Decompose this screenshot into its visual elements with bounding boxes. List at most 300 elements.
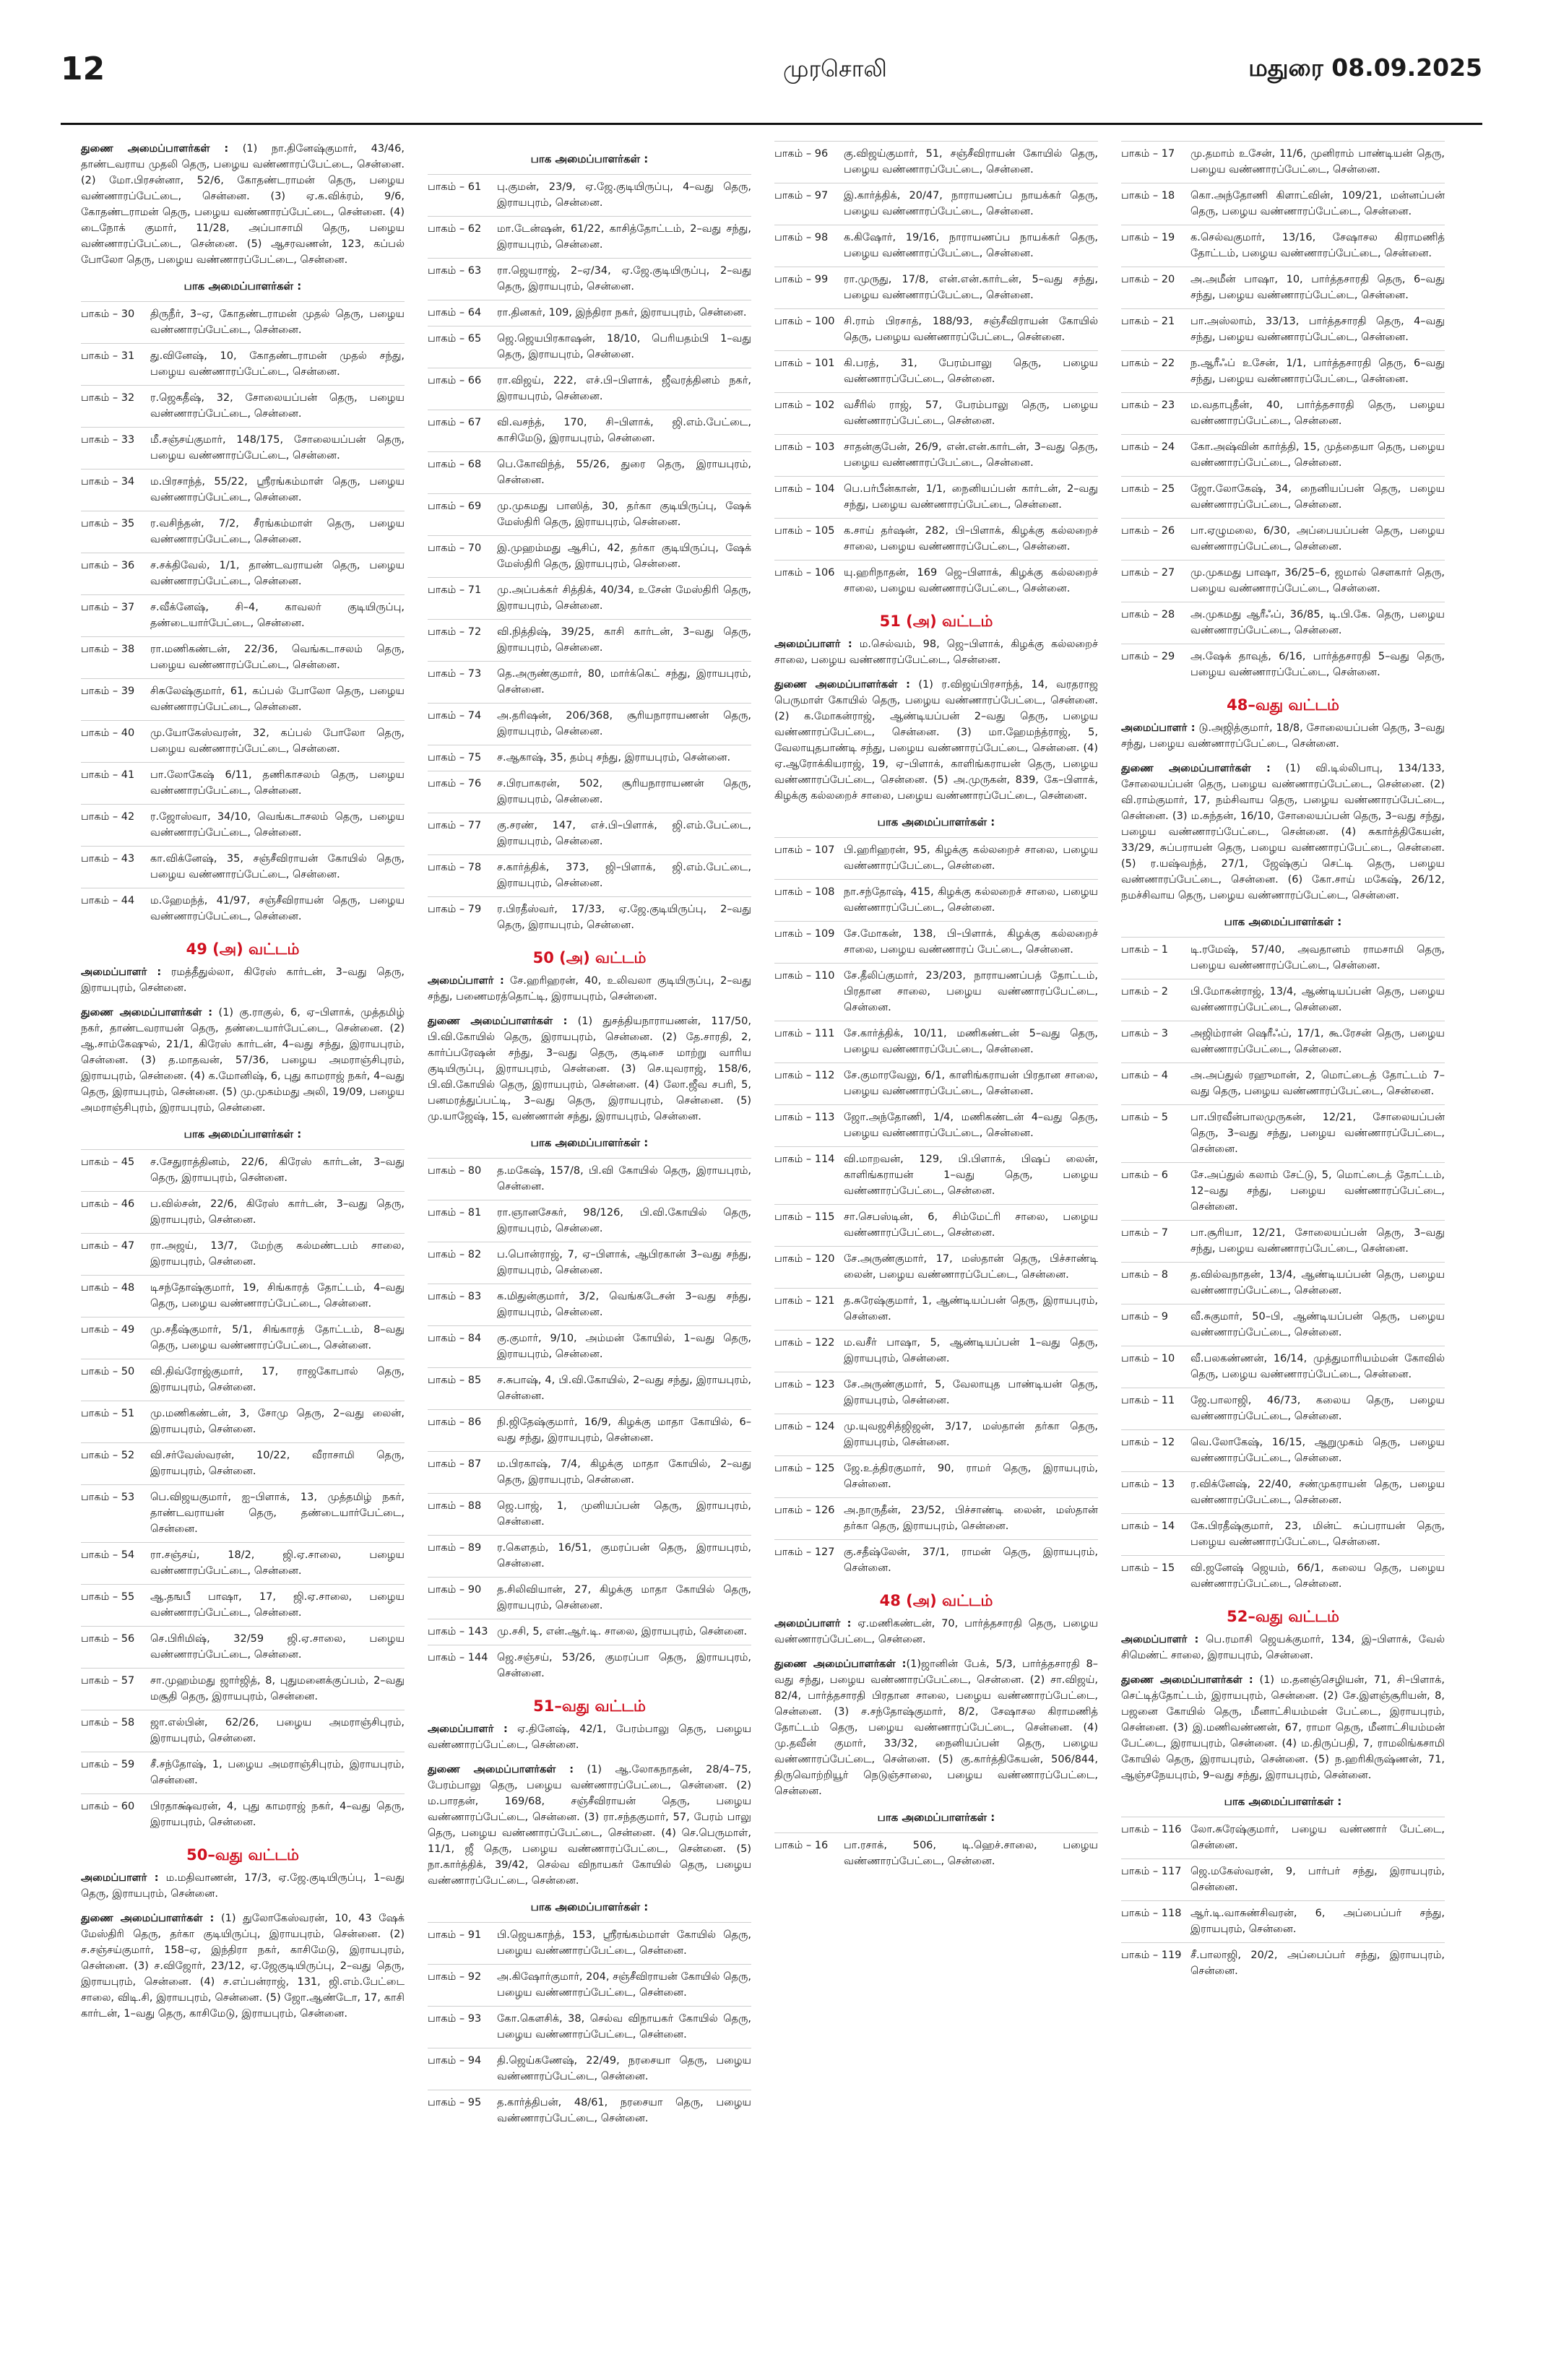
booth-member: சே.குமாரவேலு, 6/1, காளிங்கராயன் பிரதான சாலை, பழைய வண்ணாரப்பேட்டை, சென்னை. xyxy=(844,1070,1098,1097)
booth-member: வீ.சுகுமார், 50–பி, ஆண்டியப்பன் தெரு, பழைய வண்ணாரப்பேட்டை, சென்னை. xyxy=(1190,1311,1445,1338)
booth-entry xyxy=(81,720,405,762)
booth-entry xyxy=(1121,1817,1445,1858)
booth-entry xyxy=(1121,1429,1445,1471)
booth-entry xyxy=(774,141,1098,183)
booth-number: பாகம் – 95 xyxy=(428,2097,482,2108)
booth-entry xyxy=(81,553,405,594)
booth-number: பாகம் – 123 xyxy=(774,1379,835,1390)
page-number: 12 xyxy=(61,51,105,87)
office-bearers-paragraph xyxy=(774,1616,1098,1648)
booth-member: கு.விஜய்குமார், 51, சஞ்சீவிராயன் கோயில் தெரு, பழைய வண்ணாரப்பேட்டை, சென்னை. xyxy=(844,148,1098,176)
booth-member: செ.பிரிமிஷ், 32/59 ஜி.ஏ.சாலை, பழைய வண்ணாரப்பேட்டை, சென்னை. xyxy=(150,1633,405,1661)
booth-member: தி.ஜெய்கணேஷ், 22/49, நரசையா தெரு, பழைய வண்ணாரப்பேட்டை, சென்னை. xyxy=(497,2055,751,2082)
booth-member: ஜெ.ஜெயபிரகாஷன், 18/10, பெரியதம்பி 1–வது தெரு, இராயபுரம், சென்னை. xyxy=(497,333,751,360)
booth-entry xyxy=(428,1325,751,1367)
booth-member: லோ.சுரேஷ்குமார், பழைய வண்ணார் பேட்டை, சென்னை. xyxy=(1190,1824,1445,1851)
office-bearers-paragraph xyxy=(1121,1672,1445,1783)
booth-number: பாகம் – 78 xyxy=(428,862,482,873)
booth-entry xyxy=(774,560,1098,602)
booth-entry xyxy=(774,1063,1098,1104)
booth-entry xyxy=(1121,644,1445,685)
booth-entry xyxy=(1121,225,1445,267)
booth-member: ர.ஜெகதீஷ், 32, சோலையப்பன் தெரு, பழைய வண்ணாரப்பேட்டை, சென்னை. xyxy=(150,392,405,420)
booth-member: ர.கௌதம், 16/51, குமரப்பன் தெரு, இராயபுரம், சென்னை. xyxy=(497,1542,751,1570)
booth-entry xyxy=(81,594,405,636)
booth-entry xyxy=(774,1330,1098,1372)
booth-entry xyxy=(774,1539,1098,1581)
booth-number: பாகம் – 125 xyxy=(774,1463,835,1474)
booth-member: ச.சேதுராத்தினம், 22/6, கிரேஸ் கார்டன், 3–வது தெரு, இராயபுரம், சென்னை. xyxy=(150,1156,405,1184)
role-label: அமைப்பாளர் : xyxy=(81,1872,159,1884)
booth-number: பாகம் – 108 xyxy=(774,886,835,898)
newspaper-name: முரசொலி xyxy=(783,55,887,82)
booth-member: நி.ஜிதேஷ்குமார், 16/9, கிழக்கு மாதா கோயில், 6–வது சந்து, இராயபுரம், சென்னை. xyxy=(497,1416,751,1444)
booth-entry xyxy=(774,921,1098,963)
booth-entry xyxy=(428,703,751,745)
booth-member: தெ.அருண்குமார், 80, மார்க்கெட் சந்து, இராயபுரம், சென்னை. xyxy=(497,668,751,696)
booth-number: பாகம் – 75 xyxy=(428,752,482,763)
member-details: (1) ம.தனஞ்செழியன், 71, சி–பிளாக், செட்டித்தோட்டம், இராயபுரம், சென்னை. (2) சே.இளஞ்சூரியன், 8, பஜனை கோயில் தெரு, மீனாட்சியம்மன் பேட்டை, இராயபுரம், சென்னை. (3) இ.மணிவண்ணன், 67, ராமா தெரு, மீனாட்சியம்மன் பேட்டை, இராயபுரம், சென்னை. (4) ம.திருப்பதி, 7, ராமலிங்கசாமி கோயில் தெரு, இராயபுரம், சென்னை. (5) ந.ஹரிகிருஷ்ணன், 71, ஆஞ்சநேயபுரம், 9–வது சந்து, இராயபுரம், சென்னை. xyxy=(1121,1674,1445,1781)
column-1 xyxy=(81,141,405,2366)
booth-member: வீ.பலகண்ணன், 16/14, முத்துமாரியம்மன் கோவில் தெரு, பழைய வண்ணாரப்பேட்டை, சென்னை. xyxy=(1190,1353,1445,1380)
booth-member: ப.வில்சன், 22/6, கிரேஸ் கார்டன், 3–வது தெரு, இராயபுரம், சென்னை. xyxy=(150,1198,405,1226)
booth-entry xyxy=(428,896,751,938)
booth-member: வி.சர்வேஸ்வரன், 10/22, வீராசாமி தெரு, இராயபுரம், சென்னை. xyxy=(150,1450,405,1477)
booth-member: ஜோ.லோகேஷ், 34, நைனியப்பன் தெரு, பழைய வண்ணாரப்பேட்டை, சென்னை. xyxy=(1190,483,1445,511)
booth-member: சே.கார்த்திக், 10/11, மணிகண்டன் 5–வது தெரு, பழைய வண்ணாரப்பேட்டை, சென்னை. xyxy=(844,1028,1098,1055)
booth-number: பாகம் – 76 xyxy=(428,778,482,789)
booth-number: பாகம் – 64 xyxy=(428,307,482,319)
booth-entry xyxy=(428,1284,751,1325)
office-bearers-paragraph xyxy=(1121,720,1445,752)
office-bearers-paragraph xyxy=(428,1721,751,1753)
booth-entry xyxy=(1121,1900,1445,1942)
booth-member: வி.திவ்ரோஜ்குமார், 17, ராஜகோபால் தெரு, இராயபுரம், சென்னை. xyxy=(150,1366,405,1393)
booth-member: பா.அஸ்லாம், 33/13, பார்த்தசாரதி தெரு, 4–வது சந்து, பழைய வண்ணாரப்பேட்டை, சென்னை. xyxy=(1190,316,1445,343)
booth-number: பாகம் – 68 xyxy=(428,459,482,470)
booth-member: சே.அப்துல் கலாம் சேட்டு, 5, மொட்டைத் தோட்டம், 12–வது சந்து, பழைய வண்ணாரப்பேட்டை, சென்னை. xyxy=(1190,1169,1445,1213)
booth-number: பாகம் – 82 xyxy=(428,1249,482,1260)
booth-number: பாகம் – 39 xyxy=(81,685,135,697)
booth-number: பாகம் – 2 xyxy=(1121,986,1169,998)
booth-number: பாகம் – 144 xyxy=(428,1652,488,1663)
booth-number: பாகம் – 65 xyxy=(428,333,482,345)
booth-entry xyxy=(774,1372,1098,1414)
booth-member: அ.முகமது ஆரீஃப், 36/85, டி.பி.கே. தெரு, பழைய வண்ணாரப்பேட்டை, சென்னை. xyxy=(1190,609,1445,636)
member-details: (1) ஆ.லோகநாதன், 28/4–75, பேரம்பாலு தெரு, பழைய வண்ணாரப்பேட்டை, சென்னை. (2) ம.பாரதன், 169/68, சஞ்சீவிராயன் தெரு, பழைய வண்ணாரப்பேட்டை, சென்னை. (3) ரா.சந்தகுமார், 57, பேரம் பாலு தெரு, பழைய வண்ணாரப்பேட்டை, சென்னை. (4) செ.பெருமாள், 11/1, ஜீ தெரு, பழைய வண்ணாரப்பேட்டை, சென்னை. (5) நா.கார்த்திக், 39/42, செல்வ விநாயகர் கோயில் தெரு, பழைய வண்ணாரப்பேட்டை, சென்னை. xyxy=(428,1764,751,1887)
booth-number: பாகம் – 29 xyxy=(1121,651,1175,662)
office-bearers-paragraph xyxy=(81,1005,405,1116)
booth-number: பாகம் – 54 xyxy=(81,1549,135,1561)
booth-entry xyxy=(1121,476,1445,518)
booth-number: பாகம் – 10 xyxy=(1121,1353,1175,1364)
booth-entry xyxy=(774,1246,1098,1288)
ward-heading: 48 (அ) வட்டம் xyxy=(879,1592,993,1609)
booth-number: பாகம் – 96 xyxy=(774,148,829,160)
booth-number: பாகம் – 4 xyxy=(1121,1070,1169,1081)
booth-entry xyxy=(1121,560,1445,602)
booth-entry xyxy=(1121,1220,1445,1262)
booth-entry xyxy=(428,619,751,661)
booth-entry xyxy=(428,1645,751,1687)
booth-entry xyxy=(81,888,405,930)
booth-member: ஜெ.மகேஸ்வரன், 9, பார்பர் சந்து, இராயபுரம், சென்னை. xyxy=(1190,1866,1445,1893)
booth-number: பாகம் – 1 xyxy=(1121,944,1169,956)
booth-entry xyxy=(428,813,751,854)
booth-member: ரா.சஞ்சய், 18/2, ஜி.ஏ.சாலை, பழைய வண்ணாரப்பேட்டை, சென்னை. xyxy=(150,1549,405,1577)
office-bearers-paragraph xyxy=(1121,761,1445,904)
booth-member: கு.குமார், 9/10, அம்மன் கோயில், 1–வது தெரு, இராயபுரம், சென்னை. xyxy=(497,1333,751,1360)
booth-number: பாகம் – 25 xyxy=(1121,483,1175,495)
office-bearers-paragraph xyxy=(428,973,751,1005)
booth-entry xyxy=(428,174,751,216)
booth-number: பாகம் – 15 xyxy=(1121,1562,1175,1574)
booth-member: ம.பிரசாந்த், 55/22, ஸ்ரீரங்கம்மாள் தெரு, பழைய வண்ணாரப்பேட்டை, சென்னை. xyxy=(150,476,405,503)
booth-member: க.மிதுன்குமார், 3/2, வெங்கடேசன் 3–வது சந்து, இராயபுரம், சென்னை. xyxy=(497,1291,751,1318)
booth-entry xyxy=(1121,1021,1445,1063)
booth-number: பாகம் – 126 xyxy=(774,1505,835,1516)
member-details: ரமத்தீதுல்லா, கிரேஸ் கார்டன், 3–வது தெரு, இராயபுரம், சென்னை. xyxy=(81,966,405,994)
ward-heading: 50 (அ) வட்டம் xyxy=(532,949,647,966)
booth-number: பாகம் – 36 xyxy=(81,560,135,571)
booth-entry xyxy=(81,427,405,469)
booth-member: ம.பிரகாஷ், 7/4, கிழக்கு மாதா கோயில், 2–வது தெரு, இராயபுரம், சென்னை. xyxy=(497,1458,751,1486)
booth-member: நா.சந்தோஷ், 415, கிழக்கு கல்லறைச் சாலை, பழைய வண்ணாரப்பேட்டை, சென்னை. xyxy=(844,886,1098,914)
office-bearers-paragraph xyxy=(428,1762,751,1889)
booth-entry xyxy=(774,392,1098,434)
booth-member: மு.யுவஜசித்ஜிஜன், 3/17, மஸ்தான் தர்கா தெரு, இராயபுரம், சென்னை. xyxy=(844,1421,1098,1448)
booth-number: பாகம் – 115 xyxy=(774,1211,835,1223)
booth-entry xyxy=(428,1451,751,1493)
booth-number: பாகம் – 58 xyxy=(81,1717,135,1728)
column-2 xyxy=(428,141,751,2366)
booth-number: பாகம் – 109 xyxy=(774,928,835,940)
booth-number: பாகம் – 117 xyxy=(1121,1866,1182,1877)
booth-number: பாகம் – 24 xyxy=(1121,441,1175,453)
member-details: (1) ர.விஜய்பிரசாந்த், 14, வரதராஜ பெருமாள் கோயில் தெரு, பழைய வண்ணாரப்பேட்டை, சென்னை. (2) க.மோகன்ராஜ், ஆண்டியப்பன் 2–வது தெரு, பழைய வண்ணாரப்பேட்டை, சென்னை. (3) மா.ஹேமந்த்ராஜ், 5, வேலாயுதபாண்டி சந்து, பழைய வண்ணாரப்பேட்டை, சென்னை. (4) ஏ.ஆரோக்கியராஜ், 19, ஏ–பிளாக், காளிங்கராயன் தெரு, பழைய வண்ணாரப்பேட்டை, சென்னை. (5) அ.முருகன், 839, கே–பிளாக், கிழக்கு கல்லறைச் சாலை, பழைய வண்ணாரப்பேட்டை, சென்னை. xyxy=(774,679,1098,802)
booth-entry xyxy=(428,2090,751,2132)
booth-number: பாகம் – 44 xyxy=(81,895,135,906)
booth-member: ஜே.உத்திரகுமார், 90, ராமர் தெரு, இராயபுரம், சென்னை. xyxy=(844,1463,1098,1490)
booth-entry xyxy=(81,1710,405,1752)
booth-member: ரா.ஞானசேகர், 98/126, பி.வி.கோயில் தெரு, இராயபுரம், சென்னை. xyxy=(497,1207,751,1234)
booth-member: மு.சதீஷ்குமார், 5/1, சிங்காரத் தோட்டம், 8–வது தெரு, பழைய வண்ணாரப்பேட்டை, சென்னை. xyxy=(150,1324,405,1351)
booth-entry xyxy=(81,385,405,427)
booth-entry xyxy=(774,434,1098,476)
booth-number: பாகம் – 99 xyxy=(774,274,829,285)
role-label: துணை அமைப்பாளர்கள் : xyxy=(81,143,229,155)
booth-number: பாகம் – 67 xyxy=(428,417,482,428)
booth-member: இ.கார்த்திக், 20/47, நாராயணப்ப நாயக்கர் தெரு, பழைய வண்ணாரப்பேட்டை, சென்னை. xyxy=(844,190,1098,217)
booth-member: ஆ.தஙபீ பாஷா, 17, ஜி.ஏ.சாலை, பழைய வண்ணாரப்பேட்டை, சென்னை. xyxy=(150,1591,405,1619)
booth-member: பெ.கோவிந்த், 55/26, துரை தெரு, இராயபுரம், சென்னை. xyxy=(497,459,751,486)
booth-entry xyxy=(1121,1471,1445,1513)
booth-member: சிசுலேஷ்குமார், 61, கப்பல் போலோ தெரு, பழைய வண்ணாரப்பேட்டை, சென்னை. xyxy=(150,685,405,713)
booth-member: மு.மணிகண்டன், 3, சோமு தெரு, 2–வது லைன், இராயபுரம், சென்னை. xyxy=(150,1408,405,1435)
booth-number: பாகம் – 92 xyxy=(428,1971,482,1983)
booth-number: பாகம் – 84 xyxy=(428,1333,482,1344)
ward-heading: 48–வது வட்டம் xyxy=(1227,696,1339,714)
booth-number: பாகம் – 80 xyxy=(428,1165,482,1177)
booth-number: பாகம் – 12 xyxy=(1121,1437,1175,1448)
booth-member: வி.மாறவன், 129, பி.பிளாக், பிஷப் லைன், காளிங்கராயன் 1–வது தெரு, பழைய வண்ணாரப்பேட்டை, சென்னை. xyxy=(844,1154,1098,1197)
booth-entry xyxy=(1121,1555,1445,1597)
booth-number: பாகம் – 13 xyxy=(1121,1479,1175,1490)
booth-member: க.சாய் தர்ஷன், 282, பி–பிளாக், கிழக்கு கல்லறைச் சாலை, பழைய வண்ணாரப்பேட்டை, சென்னை. xyxy=(844,525,1098,553)
header-rule xyxy=(61,123,1482,125)
booth-entry xyxy=(81,1149,405,1191)
booth-member: ர.விக்னேஷ், 22/40, சண்முகராயன் தெரு, பழைய வண்ணாரப்பேட்டை, சென்னை. xyxy=(1190,1479,1445,1506)
booth-number: பாகம் – 34 xyxy=(81,476,135,488)
subsection-heading: பாக அமைப்பாளர்கள் : xyxy=(877,1811,995,1824)
booth-number: பாகம் – 45 xyxy=(81,1156,135,1168)
booth-number: பாகம் – 118 xyxy=(1121,1908,1182,1919)
booth-member: மு.சசி, 5, என்.ஆர்.டி. சாலை, இராயபுரம், சென்னை. xyxy=(497,1626,748,1637)
booth-entry xyxy=(774,1497,1098,1539)
subsection-heading: பாக அமைப்பாளர்கள் : xyxy=(183,280,302,293)
booth-member: திருநீர், 3–ஏ, கோதண்டராமன் முதல் தெரு, பழைய வண்ணாரப்பேட்டை, சென்னை. xyxy=(150,308,405,336)
booth-number: பாகம் – 97 xyxy=(774,190,829,202)
booth-entry xyxy=(774,837,1098,879)
booth-member: பி.ஜெயகாந்த், 153, ஸ்ரீரங்கம்மாள் கோயில் தெரு, பழைய வண்ணாரப்பேட்டை, சென்னை. xyxy=(497,1929,751,1957)
booth-entry xyxy=(81,1275,405,1317)
booth-member: ம.வதாபுதீன், 40, பார்த்தசாரதி தெரு, பழைய வண்ணாரப்பேட்டை, சென்னை. xyxy=(1190,399,1445,427)
booth-number: பாகம் – 110 xyxy=(774,970,835,982)
role-label: அமைப்பாளர் : xyxy=(428,975,504,987)
booth-member: ஜோ.அந்தோணி, 1/4, மணிகண்டன் 4–வது தெரு, பழைய வண்ணாரப்பேட்டை, சென்னை. xyxy=(844,1112,1098,1139)
booth-number: பாகம் – 48 xyxy=(81,1282,135,1294)
booth-number: பாகம் – 41 xyxy=(81,769,135,781)
booth-member: அ.நாருதீன், 23/52, பிச்சாண்டி லைன், மஸ்தான் தர்கா தெரு, இராயபுரம், சென்னை. xyxy=(844,1505,1098,1532)
booth-member: க.செல்வகுமார், 13/16, சேஷாசல கிராமணித் தோட்டம், பழைய வண்ணாரப்பேட்டை, சென்னை. xyxy=(1190,232,1445,259)
booth-entry xyxy=(774,1104,1098,1146)
booth-number: பாகம் – 16 xyxy=(774,1840,829,1851)
subsection-heading: பாக அமைப்பாளர்கள் : xyxy=(1224,915,1342,928)
booth-member: அ.அமீன் பாஷா, 10, பார்த்தசாரதி தெரு, 6–வது சந்து, பழைய வண்ணாரப்பேட்டை, சென்னை. xyxy=(1190,274,1445,301)
booth-number: பாகம் – 74 xyxy=(428,710,482,722)
booth-member: சாதன்குபேன், 26/9, என்.என்.கார்டன், 3–வது தெரு, பழைய வண்ணாரப்பேட்டை, சென்னை. xyxy=(844,441,1098,469)
booth-number: பாகம் – 38 xyxy=(81,644,135,655)
booth-entry xyxy=(428,1535,751,1577)
subsection-heading: பாக அமைப்பாளர்கள் : xyxy=(877,815,995,828)
booth-number: பாகம் – 21 xyxy=(1121,316,1175,327)
booth-member: மு.முகமது பாஷா, 36/25–6, ஜமால் சௌகார் தெரு, பழைய வண்ணாரப்பேட்டை, சென்னை. xyxy=(1190,567,1445,594)
member-details: (1) துசத்தியநாராயணன், 117/50, பி.வி.கோயில் தெரு, இராயபுரம், சென்னை. (2) தே.சாரதி, 2, கார்ப்பரேஷன் சந்து, 3–வது தெரு, குடிசை மாற்று வாரிய குடியிருப்பு, இராயபுரம், சென்னை. (3) செ.யுவராஜ், 158/6, பி.வி.கோயில் தெரு, இராயபுரம், சென்னை. (4) லோ.ஜீவ சபரி, 5, பனமரத்துப்பட்டி, 3–வது தெரு, இராயபுரம், சென்னை. (5) மு.யாஜேஷ், 15, வண்ணான் சந்து, இராயபுரம், சென்னை. xyxy=(428,1016,751,1122)
booth-entry xyxy=(428,1158,751,1200)
booth-entry xyxy=(774,476,1098,518)
booth-entry xyxy=(774,1832,1098,1874)
booth-entry xyxy=(428,368,751,410)
booth-number: பாகம் – 70 xyxy=(428,542,482,554)
booth-member: சீ.சந்தோஷ், 1, பழைய அமராஞ்சிபுரம், இராயபுரம், சென்னை. xyxy=(150,1759,405,1786)
member-details: (1) நா.தினேஷ்குமார், 43/46, தாண்டவராய முதலி தெரு, பழைய வண்ணாரப்பேட்டை, சென்னை. (2) மோ.பிரசன்னா, 52/6, கோதண்டராமன் தெரு, பழைய வண்ணாரப்பேட்டை, சென்னை. (3) ஏ.க.விக்ரம், 9/6, கோதண்டராமன் தெரு, பழைய வண்ணாரப்பேட்டை, சென்னை. (4) டைநோக் குமார், 11/28, அப்பாசாமி தெரு, பழைய வண்ணாரப்பேட்டை, சென்னை. (5) ஆசரவணன், 123, கப்பல் போலோ தெரு, பழைய வண்ணாரப்பேட்டை, சென்னை. xyxy=(81,143,405,266)
booth-entry xyxy=(81,1442,405,1484)
booth-member: கொ.அந்தோணி கிளாட்வின், 109/21, மன்னப்பன் தெரு, பழைய வண்ணாரப்பேட்டை, சென்னை. xyxy=(1190,190,1445,217)
role-label: துணை அமைப்பாளர்கள் : xyxy=(774,1658,907,1670)
booth-entry xyxy=(1121,308,1445,350)
member-details: சே.ஹரிஹரன், 40, உலிவலா குடியிருப்பு, 2–வது சந்து, பணைமரத்தொட்டி, இராயபுரம், சென்னை. xyxy=(428,975,751,1003)
booth-number: பாகம் – 19 xyxy=(1121,232,1175,243)
booth-member: சா.முஹம்மது ஜார்ஜித், 8, புதுமனைக்குப்பம், 2–வது மசூதி தெரு, இராயபுரம், சென்னை. xyxy=(150,1675,405,1702)
booth-entry xyxy=(81,678,405,720)
booth-entry xyxy=(428,1242,751,1284)
booth-member: பா.சூரியா, 12/21, சோலையப்பன் தெரு, 3–வது சந்து, பழைய வண்ணாரப்பேட்டை, சென்னை. xyxy=(1190,1227,1445,1255)
booth-entry xyxy=(1121,267,1445,308)
booth-number: பாகம் – 88 xyxy=(428,1500,482,1512)
booth-number: பாகம் – 113 xyxy=(774,1112,835,1123)
booth-entry xyxy=(428,2006,751,2048)
booth-number: பாகம் – 101 xyxy=(774,358,835,369)
member-details: ம.மதிவாணன், 17/3, ஏ.ஜே.குடியிருப்பு, 1–வது தெரு, இராயபுரம், சென்னை. xyxy=(81,1872,405,1900)
booth-member: ச.வீக்னேஷ், சி–4, காவலர் குடியிருப்பு, தண்டையார்பேட்டை, சென்னை. xyxy=(150,602,405,629)
booth-entry xyxy=(428,258,751,300)
booth-number: பாகம் – 7 xyxy=(1121,1227,1169,1239)
booth-member: பி.ஹரிஹரன், 95, கிழக்கு கல்லறைச் சாலை, பழைய வண்ணாரப்பேட்டை, சென்னை. xyxy=(844,844,1098,872)
booth-number: பாகம் – 69 xyxy=(428,501,482,512)
booth-member: மு.தமாம் உசேன், 11/6, முனிராம் பாண்டியன் தெரு, பழைய வண்ணாரப்பேட்டை, சென்னை. xyxy=(1190,148,1445,176)
booth-number: பாகம் – 71 xyxy=(428,584,482,596)
booth-entry xyxy=(774,1414,1098,1455)
booth-number: பாகம் – 124 xyxy=(774,1421,835,1432)
booth-number: பாகம் – 49 xyxy=(81,1324,135,1336)
subsection-heading: பாக அமைப்பாளர்கள் : xyxy=(530,1136,649,1149)
booth-member: ரா.தினகர், 109, இந்திரா நகர், இராயபுரம், சென்னை. xyxy=(497,307,747,319)
booth-entry xyxy=(1121,1262,1445,1304)
booth-member: ர.வசிந்தன், 7/2, சீரங்கம்மாள் தெரு, பழைய வண்ணாரப்பேட்டை, சென்னை. xyxy=(150,518,405,545)
booth-number: பாகம் – 40 xyxy=(81,727,135,739)
booth-number: பாகம் – 27 xyxy=(1121,567,1175,579)
booth-entry xyxy=(428,745,751,771)
booth-entry xyxy=(428,1964,751,2006)
booth-member: இ.முஹம்மது ஆசிப், 42, தர்கா குடியிருப்பு, ஷேக் மேஸ்திரி தெரு, இராயபுரம், சென்னை. xyxy=(497,542,751,570)
role-label: அமைப்பாளர் : xyxy=(1121,1634,1199,1645)
booth-member: ர.ஜோஸ்வா, 34/10, வெங்கடாசலம் தெரு, பழைய வண்ணாரப்பேட்டை, சென்னை. xyxy=(150,811,405,839)
ward-heading: 51 (அ) வட்டம் xyxy=(879,613,993,630)
booth-number: பாகம் – 81 xyxy=(428,1207,482,1219)
booth-number: பாகம் – 62 xyxy=(428,223,482,235)
booth-member: ம.வசீர் பாஷா, 5, ஆண்டியப்பன் 1–வது தெரு, இராயபுரம், சென்னை. xyxy=(844,1337,1098,1364)
booth-number: பாகம் – 56 xyxy=(81,1633,135,1645)
booth-number: பாகம் – 106 xyxy=(774,567,835,579)
booth-entry xyxy=(1121,1346,1445,1388)
booth-number: பாகம் – 112 xyxy=(774,1070,835,1081)
booth-member: ச.கார்த்திக், 373, ஜி–பிளாக், ஜி.எம்.பேட்டை, இராயபுரம், சென்னை. xyxy=(497,862,751,889)
booth-member: மு.அப்பக்கர் சித்திக், 40/34, உசேன் மேஸ்திரி தெரு, இராயபுரம், சென்னை. xyxy=(497,584,751,612)
office-bearers-paragraph xyxy=(1121,1632,1445,1663)
booth-entry xyxy=(81,343,405,385)
masthead xyxy=(61,51,1482,94)
booth-number: பாகம் – 6 xyxy=(1121,1169,1169,1181)
booth-member: த.கார்த்திபன், 48/61, நரசையா தெரு, பழைய வண்ணாரப்பேட்டை, சென்னை. xyxy=(497,2097,751,2124)
booth-entry xyxy=(81,1793,405,1835)
booth-number: பாகம் – 50 xyxy=(81,1366,135,1377)
booth-number: பாகம் – 11 xyxy=(1121,1395,1175,1406)
booth-number: பாகம் – 30 xyxy=(81,308,135,320)
booth-entry xyxy=(1121,1388,1445,1429)
booth-number: பாகம் – 121 xyxy=(774,1295,835,1307)
booth-member: சீ.பாலாஜி, 20/2, அப்பைப்பர் சந்து, இராயபுரம், சென்னை. xyxy=(1190,1950,1445,1977)
booth-member: கே.பிரதீஷ்குமார், 23, மின்ட் சுப்பராயன் தெரு, பழைய வண்ணாரப்பேட்டை, சென்னை. xyxy=(1190,1520,1445,1548)
role-label: துணை அமைப்பாளர்கள் : xyxy=(774,679,910,691)
booth-number: பாகம் – 51 xyxy=(81,1408,135,1419)
booth-entry xyxy=(81,511,405,553)
member-details: டு.அஜித்குமார், 18/8, சோலையப்பன் தெரு, 3–வது சந்து, பழைய வண்ணாரப்பேட்டை, சென்னை. xyxy=(1121,722,1445,750)
ward-heading: 49 (அ) வட்டம் xyxy=(186,940,300,958)
office-bearers-paragraph xyxy=(81,141,405,268)
booth-member: யு.ஹரிநாதன், 169 ஜெ–பிளாக், கிழக்கு கல்லறைச் சாலை, பழைய வண்ணாரப்பேட்டை, சென்னை. xyxy=(844,567,1098,594)
booth-entry xyxy=(1121,1942,1445,1984)
booth-member: பு.குமன், 23/9, ஏ.ஜே.குடியிருப்பு, 4–வது தெரு, இராயபுரம், சென்னை. xyxy=(497,181,751,209)
booth-number: பாகம் – 89 xyxy=(428,1542,482,1554)
booth-member: பா.லோகேஷ் 6/11, தணிகாசலம் தெரு, பழைய வண்ணாரப்பேட்டை, சென்னை. xyxy=(150,769,405,797)
booth-member: ப.பொன்ராஜ், 7, ஏ–பிளாக், ஆபிரகான் 3–வது சந்து, இராயபுரம், சென்னை. xyxy=(497,1249,751,1276)
booth-entry xyxy=(1121,602,1445,644)
booth-entry xyxy=(774,518,1098,560)
booth-entry xyxy=(1121,1104,1445,1162)
booth-number: பாகம் – 63 xyxy=(428,265,482,277)
booth-number: பாகம் – 47 xyxy=(81,1240,135,1252)
member-details: (1) கு.ராகுல், 6, ஏ–பிளாக், முத்தமிழ் நகர், தாண்டவராயன் தெரு, தண்டையார்பேட்டை, சென்னை. (2) ஆ.சாம்கேஷுல், 21/1, கிரேஸ் கார்டன், 4–வது சந்து, இராயபுரம், சென்னை. (3) த.மாதவன், 57/36, பழைய அமராஞ்சிபுரம், இராயபுரம், சென்னை. (4) க.மோனிஷ், 6, புது காமராஜ் நகர், 4–வது தெரு, இராயபுரம், சென்னை. (5) மு.முகம்மது அலி, 19/09, பழைய அமராஞ்சிபுரம், இராயபுரம், சென்னை. xyxy=(81,1007,405,1114)
booth-entry xyxy=(1121,350,1445,392)
booth-number: பாகம் – 32 xyxy=(81,392,135,404)
booth-member: து.வினேஷ், 10, கோதண்டராமன் முதல் சந்து, பழைய வண்ணாரப்பேட்டை, சென்னை. xyxy=(150,350,405,378)
booth-member: வி.ஜனேஷ் ஜெயம், 66/1, கலைய தெரு, பழைய வண்ணாரப்பேட்டை, சென்னை. xyxy=(1190,1562,1445,1590)
booth-entry xyxy=(1121,979,1445,1021)
booth-member: ரா.விஜய், 222, எச்.பி–பிளாக், ஜீவரத்தினம் நகர், இராயபுரம், சென்னை. xyxy=(497,375,751,402)
booth-number: பாகம் – 61 xyxy=(428,181,482,193)
booth-entry xyxy=(774,1455,1098,1497)
booth-entry xyxy=(81,1752,405,1793)
booth-member: ந.ஆரீஃப் உசேன், 1/1, பார்த்தசாரதி தெரு, 6–வது சந்து, பழைய வண்ணாரப்பேட்டை, சென்னை. xyxy=(1190,358,1445,385)
booth-number: பாகம் – 73 xyxy=(428,668,482,680)
booth-number: பாகம் – 20 xyxy=(1121,274,1175,285)
booth-entry xyxy=(774,350,1098,392)
booth-member: ரா.அஜய், 13/7, மேற்கு கல்மண்டபம் சாலை, இராயபுரம், சென்னை. xyxy=(150,1240,405,1268)
booth-entry xyxy=(81,1317,405,1359)
booth-number: பாகம் – 72 xyxy=(428,626,482,638)
booth-number: பாகம் – 102 xyxy=(774,399,835,411)
booth-entry xyxy=(428,771,751,813)
member-details: ஏ.தினேஷ், 42/1, பேரம்பாலு தெரு, பழைய வண்ணாரப்பேட்டை, சென்னை. xyxy=(428,1723,751,1751)
booth-member: சே.தீலிப்குமார், 23/203, நாராயணப்பத் தோட்டம், பிரதான சாலை, பழைய வண்ணாரப்பேட்டை, சென்னை. xyxy=(844,970,1098,1013)
booth-entry xyxy=(1121,392,1445,434)
booth-number: பாகம் – 46 xyxy=(81,1198,135,1210)
booth-member: பெ.விஜயகுமார், ஐ–பிளாக், 13, முத்தமிழ் நகர், தாண்டவராயன் தெரு, தண்டையார்பேட்டை, சென்னை. xyxy=(150,1492,405,1535)
booth-member: ச.சக்திவேல், 1/1, தாண்டவராயன் தெரு, பழைய வண்ணாரப்பேட்டை, சென்னை. xyxy=(150,560,405,587)
booth-member: ரா.மணிகண்டன், 22/36, வெங்கடாசலம் தெரு, பழைய வண்ணாரப்பேட்டை, சென்னை. xyxy=(150,644,405,671)
booth-member: அஜிம்ரான் ஷெரீஃப், 17/1, கூ.ரேசன் தெரு, பழைய வண்ணாரப்பேட்டை, சென்னை. xyxy=(1190,1028,1445,1055)
dateline: மதுரை 08.09.2025 xyxy=(1248,53,1482,82)
booth-number: பாகம் – 22 xyxy=(1121,358,1175,369)
booth-entry xyxy=(81,301,405,343)
booth-entry xyxy=(428,216,751,258)
column-4 xyxy=(1121,141,1445,2366)
booth-entry xyxy=(428,493,751,535)
booth-entry xyxy=(81,1359,405,1401)
booth-entry xyxy=(1121,1063,1445,1104)
booth-number: பாகம் – 104 xyxy=(774,483,835,495)
booth-entry xyxy=(428,410,751,451)
ward-heading: 52–வது வட்டம் xyxy=(1227,1608,1339,1625)
booth-member: பா.ரசாக், 506, டி.ஹெச்.சாலை, பழைய வண்ணாரப்பேட்டை, சென்னை. xyxy=(844,1840,1098,1867)
role-label: துணை அமைப்பாளர்கள் : xyxy=(81,1913,215,1924)
booth-member: க.கிஷோர், 19/16, நாராயணப்ப நாயக்கர் தெரு, பழைய வண்ணாரப்பேட்டை, சென்னை. xyxy=(844,232,1098,259)
role-label: அமைப்பாளர் : xyxy=(428,1723,508,1735)
office-bearers-paragraph xyxy=(428,1013,751,1125)
booth-entry xyxy=(428,1409,751,1451)
booth-entry xyxy=(428,1619,751,1645)
booth-member: ர.பிரதீஸ்வர், 17/33, ஏ.ஜே.குடியிருப்பு, 2–வது தெரு, இராயபுரம், சென்னை. xyxy=(497,904,751,931)
